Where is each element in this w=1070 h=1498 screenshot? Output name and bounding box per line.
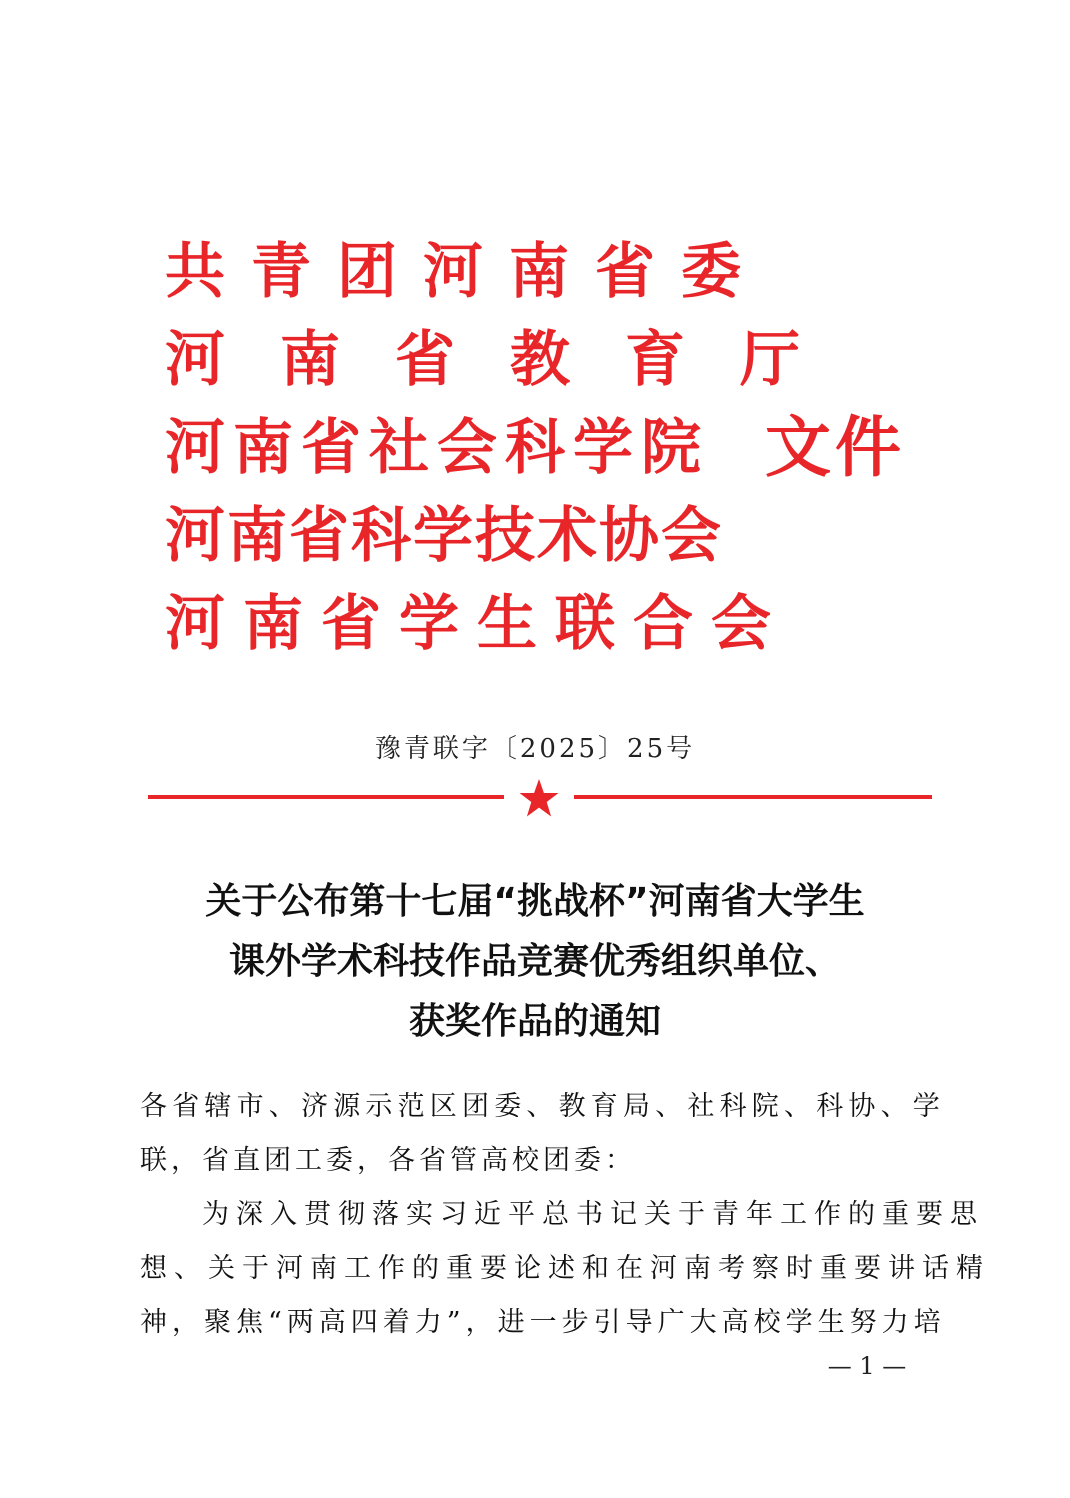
issuer-student-federation: 河南省学生联合会 [165,589,789,659]
title-line-1: 关于公布第十七届“挑战杯”河南省大学生 [205,881,865,922]
document-title [0,872,1070,1052]
title-line-2: 课外学术科技作品竞赛优秀组织单位、 [228,941,841,982]
document-number: 豫青联字〔2025〕25号 [374,734,696,764]
page-number: — 1 — [827,1352,907,1380]
issuer-education-department: 河南省教育厅 [165,325,855,395]
issuer-social-sciences-academy: 河南省社会科学院 [165,413,709,483]
paragraph-line-3: 神，聚焦“两高四着力”，进一步引导广大高校学生努力培 [140,1307,946,1338]
paragraph-line-1: 为深入贯彻落实习近平总书记关于青年工作的重要思 [202,1199,984,1230]
document-body [140,1080,990,1350]
document-suffix: 文件 [765,409,905,486]
title-line-3: 获奖作品的通知 [408,1001,661,1042]
recipients-line-2: 联，省直团工委，各省管高校团委： [140,1145,636,1176]
star-icon [518,778,560,818]
issuer-youth-league: 共青团河南省委 [165,237,767,307]
divider-left-bar [148,795,504,799]
paragraph-line-2: 想、关于河南工作的重要论述和在河南考察时重要讲话精 [140,1253,990,1284]
red-divider [148,778,932,818]
divider-right-bar [574,795,932,799]
recipients-line-1: 各省辖市、济源示范区团委、教育局、社科院、科协、学 [140,1091,945,1122]
issuer-science-technology-association: 河南省科学技术协会 [165,501,723,571]
issuer-header [165,232,965,672]
